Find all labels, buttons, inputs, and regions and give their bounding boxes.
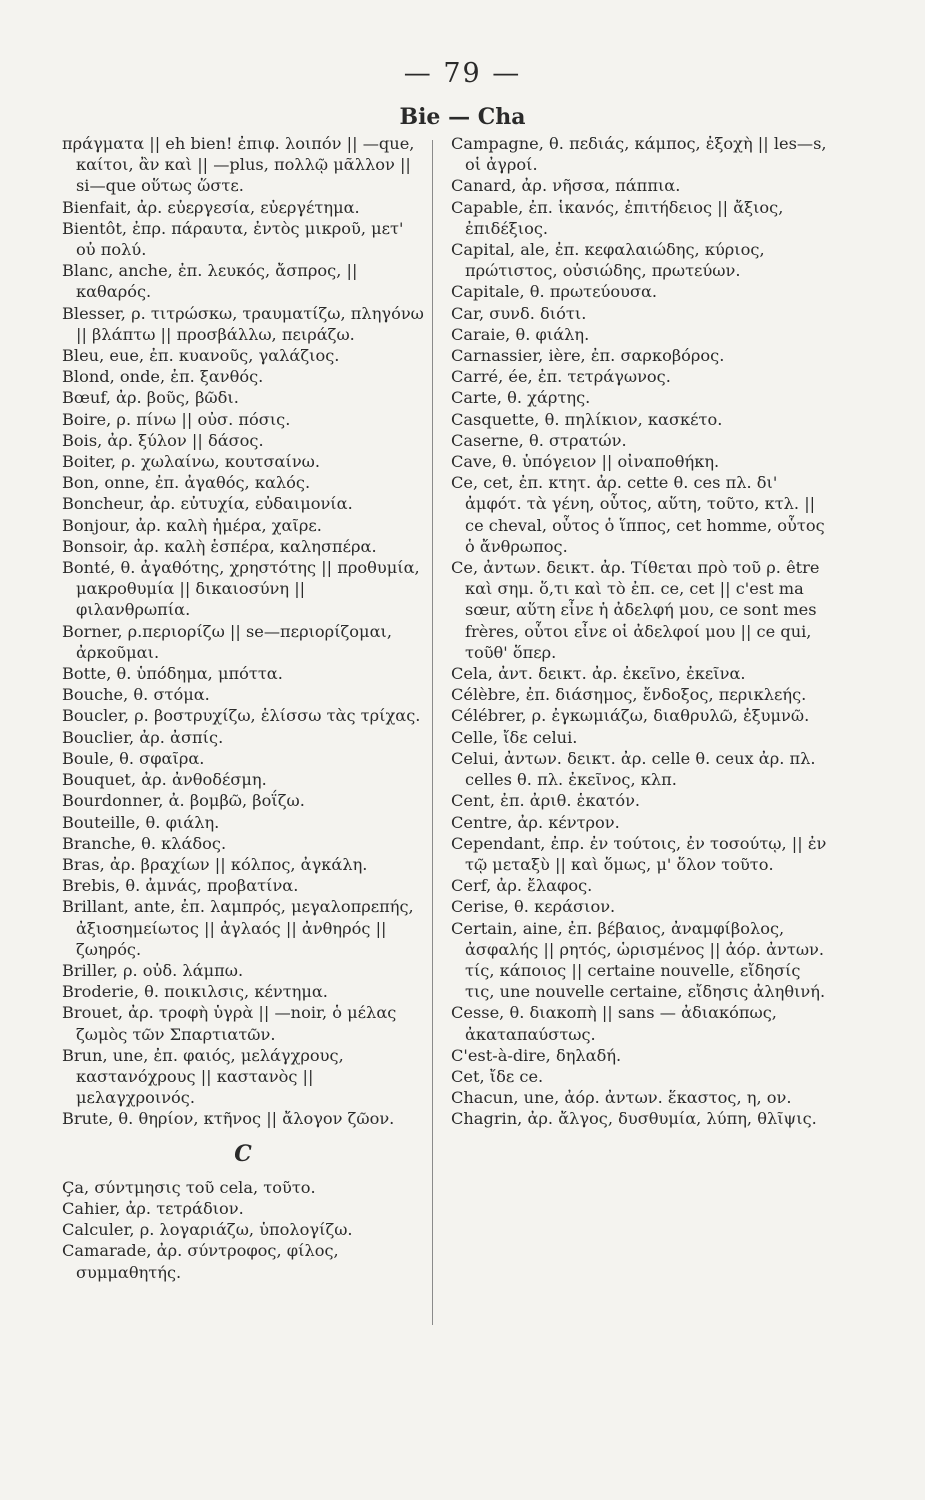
dictionary-entry: Celle, ἴδε celui. <box>451 727 578 747</box>
dictionary-entry: Campagne, θ. πεδιάς, κάμπος, ἐξοχὴ || les—s, οἱ ἀγροί. <box>451 134 827 175</box>
dictionary-entry: Blesser, ρ. τιτρώσκω, τραυματίζω, πληγόνω || βλάπτω || προσβάλλω, πειράζω. <box>62 303 424 344</box>
dictionary-entry: Boucler, ρ. βοστρυχίζω, ἑλίσσω τὰς τρίχας. <box>62 706 421 726</box>
dictionary-entry: Bras, ἀρ. βραχίων || κόλπος, ἀγκάλη. <box>62 854 368 874</box>
dictionary-entry: Certain, aine, ἐπ. βέβαιος, ἀναμφίβολος, ἀσφαλής || ρητός, ὡρισμένος || ἀόρ. ἀντων. τίς, κάποιος || certaine nouvelle, εἴδησίς τις, une nouvelle certaine, εἴδησις ἀληθινή. <box>451 918 826 1002</box>
dictionary-entry: Célèbre, ἐπ. διάσημος, ἔνδοξος, περικλεής. <box>451 685 807 705</box>
dictionary-entry: Botte, θ. ὑπόδημα, μπόττα. <box>62 664 283 684</box>
dictionary-entry: Cependant, ἐπρ. ἐν τούτοις, ἐν τοσούτῳ, || ἐν τῷ μεταξὺ || καὶ ὅμως, μ' ὅλον τοῦτο. <box>451 833 827 874</box>
dictionary-entry: Casquette, θ. πηλίκιον, κασκέτο. <box>451 409 723 429</box>
dictionary-entry: C'est-à-dire, δηλαδή. <box>451 1045 622 1065</box>
dictionary-entry: Chagrin, ἀρ. ἄλγος, δυσθυμία, λύπη, θλῖψις. <box>451 1109 817 1129</box>
dictionary-entry: Blond, onde, ἐπ. ξανθός. <box>62 367 264 387</box>
dictionary-entry: Branche, θ. κλάδος. <box>62 833 227 853</box>
dictionary-entry: Bonté, θ. ἀγαθότης, χρηστότης || προθυμία, μακροθυμία || δικαιοσύνη || φιλανθρωπία. <box>62 558 420 620</box>
section-letter: C <box>234 1140 252 1167</box>
dictionary-entry: Blanc, anche, ἐπ. λευκός, ἄσπρος, || καθαρός. <box>62 261 358 302</box>
dictionary-entry: Carte, θ. χάρτης. <box>451 388 591 408</box>
dictionary-entry: Carré, ée, ἐπ. τετράγωνος. <box>451 367 671 387</box>
dictionary-entry: Cela, ἀντ. δεικτ. ἀρ. ἐκεῖνο, ἐκεῖνα. <box>451 664 746 684</box>
dictionary-entry: Brute, θ. θηρίον, κτῆνος || ἄλογον ζῶον. <box>62 1109 395 1129</box>
left-entries <box>62 133 424 1130</box>
dictionary-entry: Bonjour, ἀρ. καλὴ ἡμέρα, χαῖρε. <box>62 515 322 535</box>
dictionary-entry: Cesse, θ. διακοπὴ || sans — ἀδιακόπως, ἀκαταπαύστως. <box>451 1003 777 1044</box>
dictionary-entry: Briller, ρ. οὐδ. λάμπω. <box>62 960 244 980</box>
dictionary-entry: Borner, ρ.περιορίζω || se—περιορίζομαι, ἀρκοῦμαι. <box>62 621 393 662</box>
dictionary-entry: Bon, onne, ἐπ. ἀγαθός, καλός. <box>62 473 311 493</box>
dictionary-entry: Capitale, θ. πρωτεύουσα. <box>451 282 658 302</box>
dictionary-entry: Boule, θ. σφαῖρα. <box>62 748 205 768</box>
dictionary-entry: Ce, ἀντων. δεικτ. ἀρ. Τίθεται πρὸ τοῦ ρ. être καὶ σημ. ὅ,τι καὶ τὸ ἐπ. ce, cet || c'est ma sœur, αὕτη εἶνε ἡ ἀδελφή μου, ce sont mes frères, οὗτοι εἶνε οἱ ἀδελφοί μου || ce qui, τοῦθ' ὅπερ. <box>451 558 820 662</box>
dictionary-entry: Brillant, ante, ἐπ. λαμπρός, μεγαλοπρεπής, ἀξιοσημείωτος || ἀγλαός || ἀνθηρός || ζωηρός. <box>62 897 414 959</box>
dictionary-entry: Cave, θ. ὑπόγειον || οἰναποθήκη. <box>451 452 720 472</box>
dictionary-entry: Caserne, θ. στρατών. <box>451 430 627 450</box>
running-head: Bie — Cha <box>399 104 526 130</box>
right-column <box>451 133 827 1130</box>
column-divider <box>432 140 433 1325</box>
dictionary-entry: Caraie, θ. φιάλη. <box>451 324 590 344</box>
dictionary-entry: Bouclier, ἀρ. ἀσπίς. <box>62 727 224 747</box>
dictionary-entry: Celui, ἀντων. δεικτ. ἀρ. celle θ. ceux ἀρ. πλ. celles θ. πλ. ἐκεῖνος, κλπ. <box>451 748 816 790</box>
dictionary-entry: Calculer, ρ. λογαριάζω, ὑπολογίζω. <box>62 1220 353 1240</box>
dictionary-entry: Capable, ἐπ. ἱκανός, ἐπιτήδειος || ἄξιος, ἐπιδέξιος. <box>451 197 784 238</box>
dictionary-entry: Brun, une, ἐπ. φαιός, μελάγχρους, καστανόχρους || καστανὸς || μελαγχροινός. <box>62 1045 344 1108</box>
dictionary-entry: Bientôt, ἐπρ. πάραυτα, ἐντὸς μικροῦ, μετ' οὐ πολύ. <box>62 218 404 260</box>
dictionary-entry: Bonsoir, ἀρ. καλὴ ἑσπέρα, καλησπέρα. <box>62 536 377 556</box>
dictionary-entry: Cet, ἴδε ce. <box>451 1066 544 1086</box>
dictionary-entry: Ça, σύντμησις τοῦ cela, τοῦτο. <box>62 1177 316 1197</box>
dictionary-entry: Bois, ἀρ. ξύλον || δάσος. <box>62 430 264 450</box>
dictionary-entry: Brouet, ἀρ. τροφὴ ὑγρὰ || —noir, ὁ μέλας ζωμὸς τῶν Σπαρτιατῶν. <box>62 1003 397 1044</box>
dictionary-entry: Bouche, θ. στόμα. <box>62 685 210 705</box>
dictionary-entry: Bienfait, ἀρ. εὐεργεσία, εὐεργέτημα. <box>62 197 360 217</box>
dictionary-entry: Bouquet, ἀρ. ἀνθοδέσμη. <box>62 770 267 790</box>
dictionary-entry: Bœuf, ἀρ. βοῦς, βῶδι. <box>62 388 239 408</box>
dictionary-entry: Canard, ἀρ. νῆσσα, πάππια. <box>451 176 681 196</box>
dictionary-entry: Brebis, θ. ἀμνάς, προβατίνα. <box>62 876 299 896</box>
dictionary-entry: Célébrer, ρ. ἐγκωμιάζω, διαθρυλῶ, ἐξυμνῶ. <box>451 706 810 726</box>
dictionary-entry: πράγματα || eh bien! ἐπιφ. λοιπόν || —que, καίτοι, ἂν καὶ || —plus, πολλῷ μᾶλλον || si—que οὕτως ὥστε. <box>62 134 415 196</box>
right-entries <box>451 133 827 1130</box>
dictionary-entry: Camarade, ἀρ. σύντροφος, φίλος, συμμαθητής. <box>62 1241 339 1282</box>
dictionary-entry: Ce, cet, ἐπ. κτητ. ἀρ. cette θ. ces πλ. δι' ἀμφότ. τὰ γένη, οὗτος, αὕτη, τοῦτο, κτλ. || ce cheval, οὗτος ὁ ἵππος, cet homme, οὗτος ὁ ἄνθρωπος. <box>451 473 825 556</box>
dictionary-entry: Capital, ale, ἐπ. κεφαλαιώδης, κύριος, πρώτιστος, οὐσιώδης, πρωτεύων. <box>451 240 765 281</box>
page-number: — 79 — <box>403 58 522 89</box>
dictionary-entry: Centre, ἀρ. κέντρον. <box>451 812 620 832</box>
dictionary-entry: Bouteille, θ. φιάλη. <box>62 812 220 832</box>
dictionary-entry: Carnassier, ière, ἐπ. σαρκοβόρος. <box>451 346 725 366</box>
dictionary-entry: Cerise, θ. κεράσιον. <box>451 897 616 917</box>
dictionary-entry: Cerf, ἀρ. ἔλαφος. <box>451 876 593 896</box>
dictionary-entry: Boire, ρ. πίνω || οὐσ. πόσις. <box>62 409 291 429</box>
left-entries-after <box>62 1177 424 1283</box>
left-column <box>62 133 424 1283</box>
dictionary-entry: Bleu, eue, ἐπ. κυανοῦς, γαλάζιος. <box>62 346 340 366</box>
dictionary-entry: Car, συνδ. διότι. <box>451 303 587 323</box>
dictionary-entry: Boiter, ρ. χωλαίνω, κουτσαίνω. <box>62 452 321 472</box>
dictionary-entry: Cent, ἐπ. ἀριθ. ἑκατόν. <box>451 791 641 811</box>
dictionary-entry: Chacun, une, ἀόρ. ἀντων. ἕκαστος, η, ον. <box>451 1088 792 1108</box>
dictionary-entry: Cahier, ἀρ. τετράδιον. <box>62 1198 244 1218</box>
dictionary-entry: Broderie, θ. ποικιλσις, κέντημα. <box>62 982 328 1002</box>
dictionary-entry: Bourdonner, ἀ. βομβῶ, βοΐζω. <box>62 791 305 811</box>
dictionary-entry: Boncheur, ἀρ. εὐτυχία, εὐδαιμονία. <box>62 494 353 514</box>
